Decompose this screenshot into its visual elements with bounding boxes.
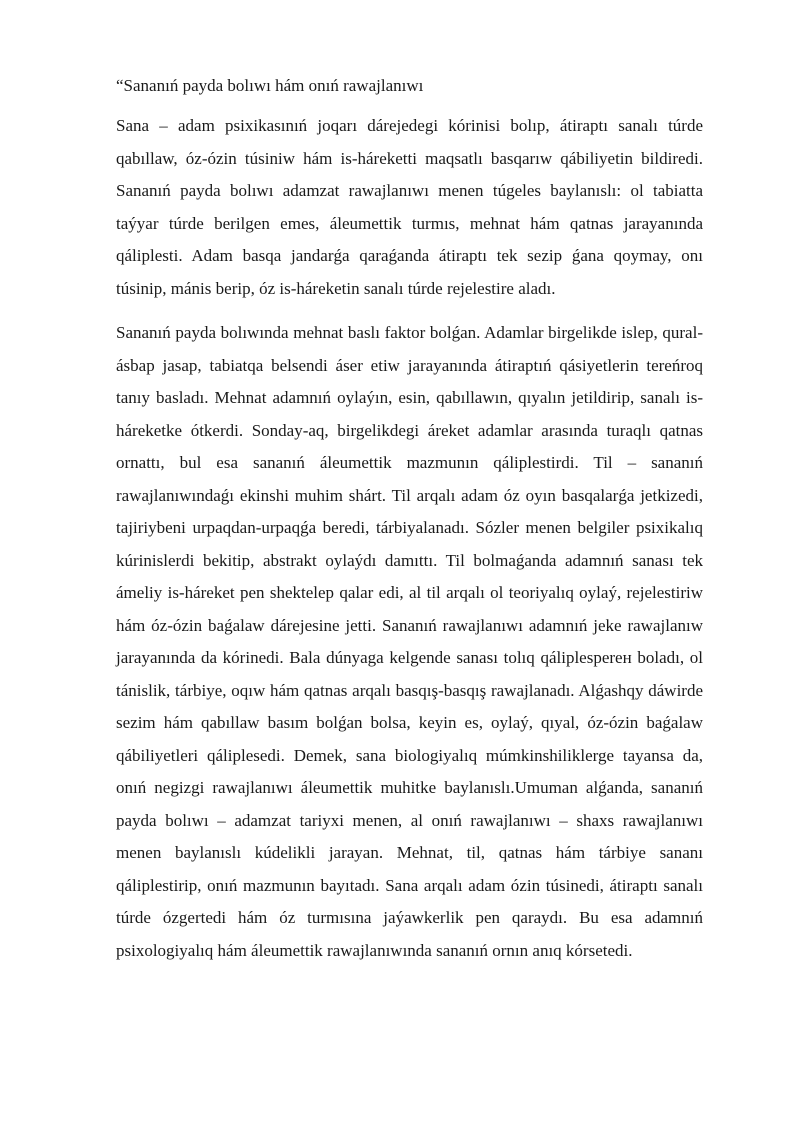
paragraph-1: Sana – adam psixikasınıń joqarı dárejedegi kórinisi bolıp, átiraptı sanalı túrde qabıllaw, óz-ózin túsiniw hám is-háreketti maqsatlı basqarıw qábiliyetin bildiredi. Sananıń payda bolıwı adamzat rawajlanıwı menen túgeles baylanıslı: ol tabiatta taýyar túrde berilgen emes, áleumettik turmıs, mehnat hám qatnas jarayanında qáliplesti. Adam basqa jandarǵa qaraǵanda átiraptı tek sezip ǵana qoymay, onı túsinip, mánis berip, óz is-háreketin sanalı túrde rejelestire aladı. (116, 116, 703, 298)
paragraph-2: Sananıń payda bolıwında mehnat baslı faktor bolǵan. Adamlar birgelikde islep, qural-ásbap jasap, tabiatqa belsendi áser etiw jarayanında átiraptıń qásiyetlerin tereńroq tanıy basladı. Mehnat adamnıń oylaýın, esin, qabıllawın, qıyalın jetildirip, sanalı is-háreketke ótkerdi. Sonday-aq, birgelikdegi áreket adamlar arasında turaqlı qatnas ornattı, bul esa sananıń áleumettik mazmunın qáliplestirdi. Til – sananıń rawajlanıwındaǵı ekinshi muhim shárt. Til arqalı adam óz oyın basqalarǵa jetkizedi, tajiriybeni urpaqdan-urpaqǵa beredi, tárbiyalanadı. Sózler menen belgiler psixikalıq kúrinislerdi bekitip, abstrakt oylaýdı damıttı. Til bolmaǵanda adamnıń sanası tek ámeliy is-háreket pen shektelep qalar edi, al til arqalı ol teoriyalıq oylaý, rejelestiriw hám óz-ózin baǵalaw dárejesine jetti. Sananıń rawajlanıwı adamnıń jeke rawajlanıw jarayanında da kórinedi. Bala dúnyaga kelgende sanası tolıq qáliplesperен boladı, ol tánislik, tárbiye, oqıw hám qatnas arqalı basqış-basqış rawajlanadı. Alǵashqy dáwirde sezim hám qabıllaw basım bolǵan bolsa, keyin es, oylaý, qıyal, óz-ózin baǵalaw qábiliyetleri qáliplesedi. Demek, sana biologiyalıq múmkinshiliklerge tayansa da, onıń negizgi rawajlanıwı áleumettik muhitke baylanıslı.Umuman alǵanda, sananıń payda bolıwı – adamzat tariyxi menen, al onıń rawajlanıwı – shaxs rawajlanıwı menen baylanıslı kúdelikli jarayan. Mehnat, til, qatnas hám tárbiye sananı qáliplestirip, onıń mazmunın bayıtadı. Sana arqalı adam ózin túsinedi, átiraptı sanalı túrde ózgertedi hám óz turmısına jaýawkerlik pen qaraydı. Bu esa adamnıń psixologiyalıq hám áleumettik rawajlanıwında sananıń ornın anıq kórsetedi. (116, 323, 703, 960)
document-page (116, 72, 703, 979)
document-title: “Sananıń payda bolıwı hám onıń rawajlanıwı (116, 76, 424, 95)
